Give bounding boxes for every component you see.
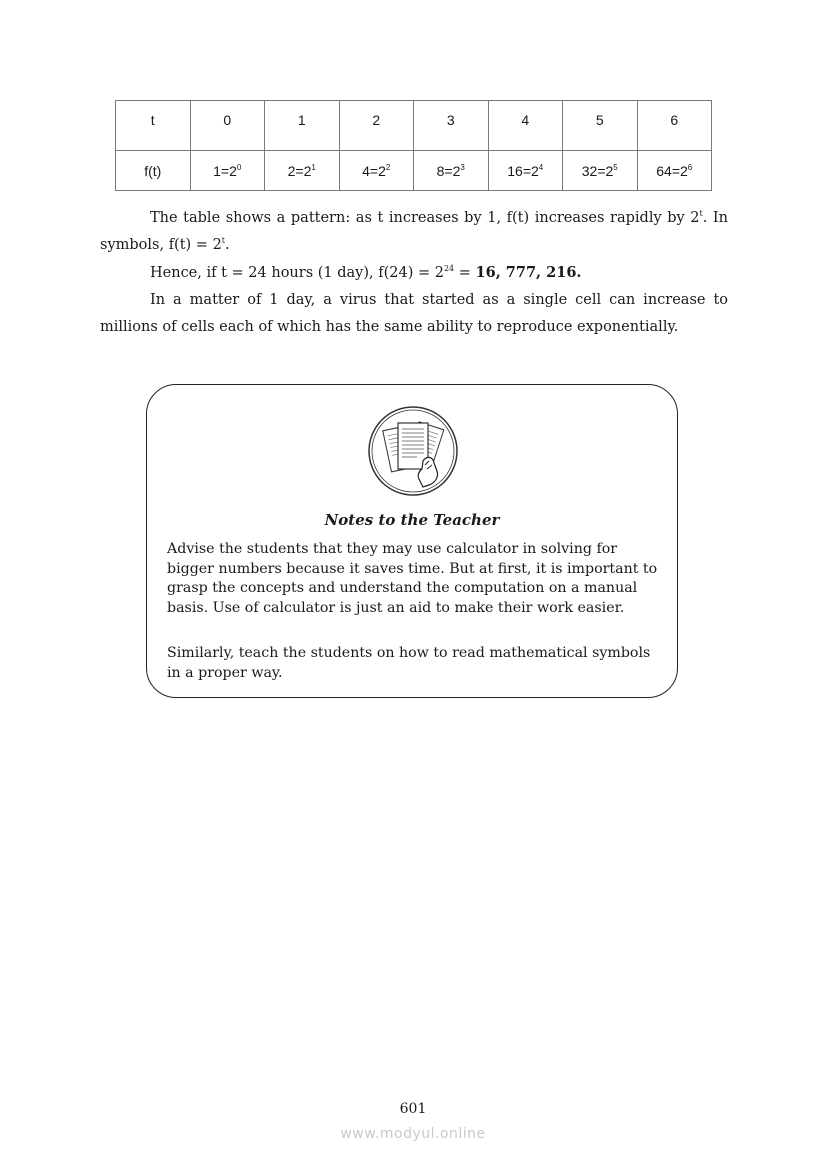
- cell-exponent: 0: [236, 162, 242, 172]
- watermark: www.modyul.online: [340, 1126, 486, 1142]
- paragraph-virus: In a matter of 1 day, a virus that started as a single cell can increase to millions of cells each of which has the same ability to reproduce exponentially.: [100, 292, 728, 335]
- values-table: [115, 100, 712, 191]
- table-row-f: [116, 151, 712, 191]
- cell-base: 32=2: [581, 162, 614, 179]
- result-value: 16, 777, 216.: [475, 264, 582, 281]
- table-cell: [190, 151, 265, 191]
- cell-exponent: 1: [311, 162, 316, 172]
- paragraph-hence: [100, 259, 728, 287]
- page-number: 601: [399, 1101, 427, 1117]
- cell-base: 4=2: [362, 162, 386, 179]
- paragraph-text: =: [454, 265, 476, 281]
- paragraph-text: . In symbols, f(t) = 2: [100, 210, 728, 253]
- table-cell: 5: [563, 101, 638, 151]
- cell-exponent: 2: [385, 162, 391, 172]
- paragraph-text: The table shows a pattern: as t increases by 1, f(t) increases rapidly by 2: [150, 210, 700, 226]
- table-cell: [637, 151, 712, 191]
- cell-base: 1=2: [213, 162, 237, 179]
- table-row-t: [116, 101, 712, 151]
- table-cell: 4: [488, 101, 563, 151]
- table-cell: [414, 151, 489, 191]
- table-header-t: t: [116, 101, 191, 151]
- cell-exponent: 3: [460, 162, 465, 172]
- notes-box: [146, 384, 678, 698]
- notes-text-2: Similarly, teach the students on how to read mathematical symbols in a proper way.: [167, 645, 651, 681]
- table-cell: 6: [637, 101, 712, 151]
- cell-exponent: 4: [538, 162, 544, 172]
- table-header-f: f(t): [116, 151, 191, 191]
- cell-base: 2=2: [287, 162, 312, 179]
- notes-title: Notes to the Teacher: [324, 511, 500, 529]
- table-cell: 0: [190, 101, 265, 151]
- paragraph-text: .: [225, 237, 230, 253]
- table-cell: [488, 151, 563, 191]
- table-cell: 1: [265, 101, 340, 151]
- paragraph-pattern: [100, 205, 728, 259]
- values-table-container: [115, 100, 712, 191]
- table-cell: [339, 151, 414, 191]
- exponent: t: [699, 209, 703, 218]
- document-hand-icon: [367, 405, 459, 497]
- cell-exponent: 5: [613, 162, 618, 172]
- table-cell: [563, 151, 638, 191]
- exponent: 24: [443, 264, 455, 273]
- cell-base: 8=2: [436, 162, 461, 179]
- body-text: [100, 205, 728, 341]
- notes-text-1: Advise the students that they may use calculator in solving for bigger numbers because it saves time. But at first, it is important to grasp the concepts and understand the computation on a manual basis. Use of calculator is just an aid to make their work easier.: [167, 541, 658, 616]
- table-cell: [265, 151, 340, 191]
- table-cell: 2: [339, 101, 414, 151]
- exponent: t: [221, 236, 226, 245]
- paragraph-text: Hence, if t = 24 hours (1 day), f(24) = 2: [150, 265, 444, 281]
- table-cell: 3: [414, 101, 489, 151]
- cell-base: 64=2: [656, 162, 688, 179]
- cell-base: 16=2: [507, 162, 539, 179]
- cell-exponent: 6: [687, 162, 693, 172]
